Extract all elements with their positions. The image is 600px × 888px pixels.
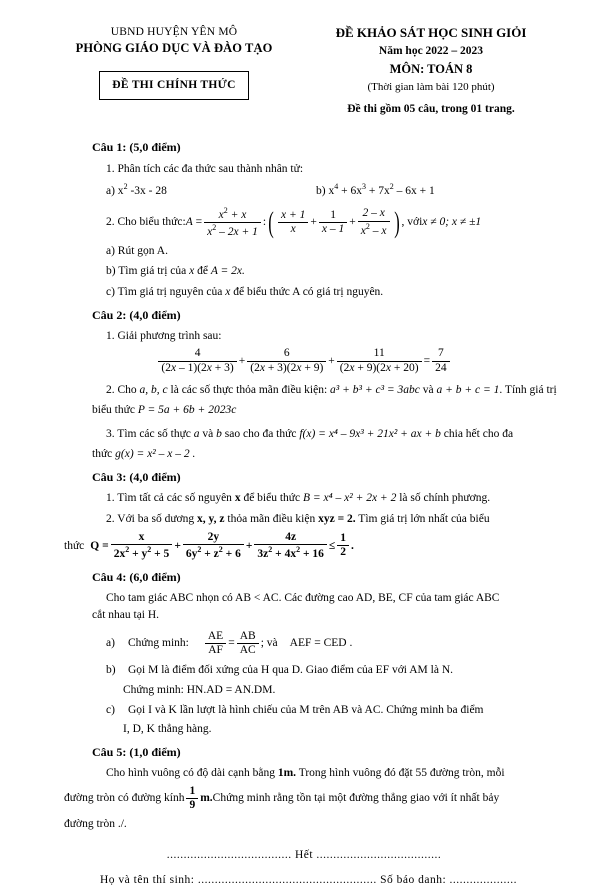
frac-4z-term: $\frac{4z}{3z^2 + 4x^2 + 16}$: [254, 531, 326, 561]
q4-sub-a: a) Chứng minh: $\frac{AE}{AF}$ = $\frac{AB}{AC}$ ; và AEF = CED .: [106, 629, 353, 657]
q1-part2-expression: 2. Cho biểu thức: A = $\frac{x^2 + x}{x^2 - 2x + 1}$ : ( $\frac{x + 1}{x}$ + $\frac{1}{x - 1}$ + $\frac{2 - x}{x^2 - x}$ ) , với x ≠ 0; x ≠ ±1: [106, 205, 482, 240]
fraction-2mx-over-x2mx: $\frac{2 - x}{x^2 - x}$: [358, 207, 390, 237]
header-left-block: [48, 22, 300, 100]
q2-part1-label: 1. Giải phương trình sau:: [106, 330, 222, 343]
q3-part1: 1. Tìm tất cả các số nguyên x để biểu thức B = x⁴ – x² + 2x + 2 là số chính phương.: [106, 492, 491, 505]
q4-c-label: c): [106, 703, 115, 716]
document-header: [48, 22, 560, 117]
fraction-x2px: $\frac{x^2 + x}{x^2 - 2x + 1}$: [204, 206, 261, 239]
q2-equation: $\frac{4}{(2x - 1)(2x + 3)}$ + $\frac{6}{(2x + 3)(2x + 9)}$ + $\frac{11}{(2x + 9)(2x + 20)}$ = $\frac{7}{24}$: [48, 347, 560, 374]
frac-one-ninth: $\frac{1}{9}$: [186, 785, 198, 812]
q5-line-2: đường tròn có đường kính $\frac{1}{9}$ m. Chứng minh rằng tồn tại một đường thẳng giao với ít nhất bảy: [64, 784, 500, 812]
candidate-name-line: Họ và tên thí sinh: ..................................................... Số báo danh: ....................: [100, 874, 518, 887]
frac-x-term: $\frac{x}{2x^2 + y^2 + 5}$: [111, 531, 173, 561]
q1-sub-a: a) Rút gọn A.: [106, 245, 168, 258]
q4-sub-c-cont: I, D, K thẳng hàng.: [123, 723, 212, 736]
close-paren: ): [393, 206, 400, 240]
q4-a-label: a): [106, 637, 115, 650]
q4-sub-c: c) Gọi I và K lần lượt là hình chiếu của M trên AB và AC. Chứng minh ba điểm: [106, 702, 560, 718]
q1-part1: 1. Phân tích các đa thức sau thành nhân tử:: [106, 162, 304, 175]
frac-4: $\frac{4}{(2x - 1)(2x + 3)}$: [158, 347, 236, 374]
q4-intro-1: Cho tam giác ABC nhọn có AB < AC. Các đường cao AD, BE, CF của tam giác ABC: [106, 592, 500, 605]
frac-2y-term: $\frac{2y}{6y^2 + z^2 + 6}$: [183, 531, 244, 561]
department-name: PHÒNG GIÁO DỤC VÀ ĐÀO TẠO: [75, 41, 273, 56]
question-2-title: Câu 2: (4,0 điểm): [92, 308, 181, 323]
q1b-exp2: 3: [361, 181, 366, 191]
page-count-line: Đề thi gồm 05 câu, trong 01 trang.: [347, 103, 515, 116]
q1b-exp3: 2: [389, 181, 394, 191]
exam-body: [48, 139, 560, 888]
q2-part2: 2. Cho a, b, c là các số thực thỏa mãn điều kiện: a³ + b³ + c³ = 3abc và a + b + c = 1. Tính giá trị: [106, 383, 557, 396]
subject-line: MÔN: TOÁN 8: [389, 61, 473, 76]
frac-11: $\frac{11}{(2x + 9)(2x + 20)}$: [337, 347, 422, 374]
fraction-xp1-over-x: $\frac{x + 1}{x}$: [278, 209, 308, 236]
fraction-1-over-xm1: $\frac{1}{x - 1}$: [319, 209, 347, 236]
question-5-title: Câu 5: (1,0 điểm): [92, 744, 181, 759]
frac-one-half: $\frac{1}{2}$: [337, 532, 349, 559]
question-1-title: Câu 1: (5,0 điểm): [92, 140, 181, 155]
q5-line-1: Cho hình vuông có độ dài cạnh bằng 1m. Trong hình vuông đó đặt 55 đường tròn, mỗi: [106, 766, 505, 779]
q2-part2-cont: biểu thức P = 5a + 6b + 2023c: [92, 404, 237, 417]
exam-title: ĐỀ KHẢO SÁT HỌC SINH GIỎI: [335, 25, 527, 40]
expr-Q: Q: [90, 539, 100, 552]
q4-sub-b-cont: Chứng minh: HN.AD = AN.DM.: [123, 683, 276, 696]
document-footer: [48, 847, 560, 888]
q2-part3-cont: thức g(x) = x² – x – 2 .: [92, 447, 196, 460]
question-4-title: Câu 4: (6,0 điểm): [92, 570, 181, 585]
frac-6: $\frac{6}{(2x + 3)(2x + 9)}$: [247, 347, 326, 374]
header-right-block: [302, 22, 560, 117]
q1-option-a: a) $x^2$ -3x - 28: [106, 181, 167, 197]
frac-7-24: $\frac{7}{24}$: [432, 347, 450, 374]
end-marker: ..................................... Hết .....................................: [166, 848, 442, 861]
q4-intro-2: cắt nhau tại H.: [92, 609, 160, 622]
expr-A: A: [185, 216, 193, 229]
q4-angle-eq: AEF = CED .: [289, 637, 353, 650]
q4-b-label: b): [106, 664, 116, 677]
q1-sub-c: c) Tìm giá trị nguyên của x để biểu thức A có giá trị nguyên.: [106, 285, 384, 298]
frac-AB-AC: $\frac{AB}{AC}$: [237, 630, 259, 657]
frac-AE-AF: $\frac{AE}{AF}$: [205, 630, 226, 657]
q2-part3: 3. Tìm các số thực a và b sao cho đa thức f(x) = x⁴ – 9x³ + 21x² + ax + b chia hết cho đa: [106, 427, 514, 440]
open-paren: (: [268, 206, 274, 240]
q1-sub-b: b) Tìm giá trị của x để A = 2x.: [106, 265, 245, 278]
school-year: Năm học 2022 – 2023: [378, 45, 484, 58]
q3-expression-Q: thức Q = $\frac{x}{2x^2 + y^2 + 5}$ + $\frac{2y}{6y^2 + z^2 + 6}$ + $\frac{4z}{3z^2 + 4x^2 + 16}$ ≤ $\frac{1}{2}$ .: [64, 530, 354, 560]
q1a-exp: 2: [123, 181, 128, 191]
q3-part2: 2. Với ba số dương x, y, z thỏa mãn điều kiện xyz = 2. Tìm giá trị lớn nhất của biểu: [106, 512, 490, 525]
duration-line: (Thời gian làm bài 120 phút): [367, 80, 495, 93]
official-exam-badge: ĐỀ THI CHÍNH THỨC: [99, 71, 248, 100]
q1-conditions: x ≠ 0; x ≠ ±1: [422, 216, 482, 229]
question-3-title: Câu 3: (4,0 điểm): [92, 470, 181, 485]
q4-sub-b: b) Gọi M là điểm đối xứng của H qua D. Giao điểm của EF với AM là N.: [106, 662, 560, 678]
q1b-exp1: 4: [334, 181, 339, 191]
q1-part1-options: [106, 181, 560, 199]
q5-line-3: đường tròn ./.: [64, 818, 127, 831]
q1-option-b: b) $x^4 + 6x^3 + 7x^2 - 6x + 1$: [316, 181, 435, 197]
issuing-authority: UBND HUYỆN YÊN MÔ: [110, 26, 238, 38]
